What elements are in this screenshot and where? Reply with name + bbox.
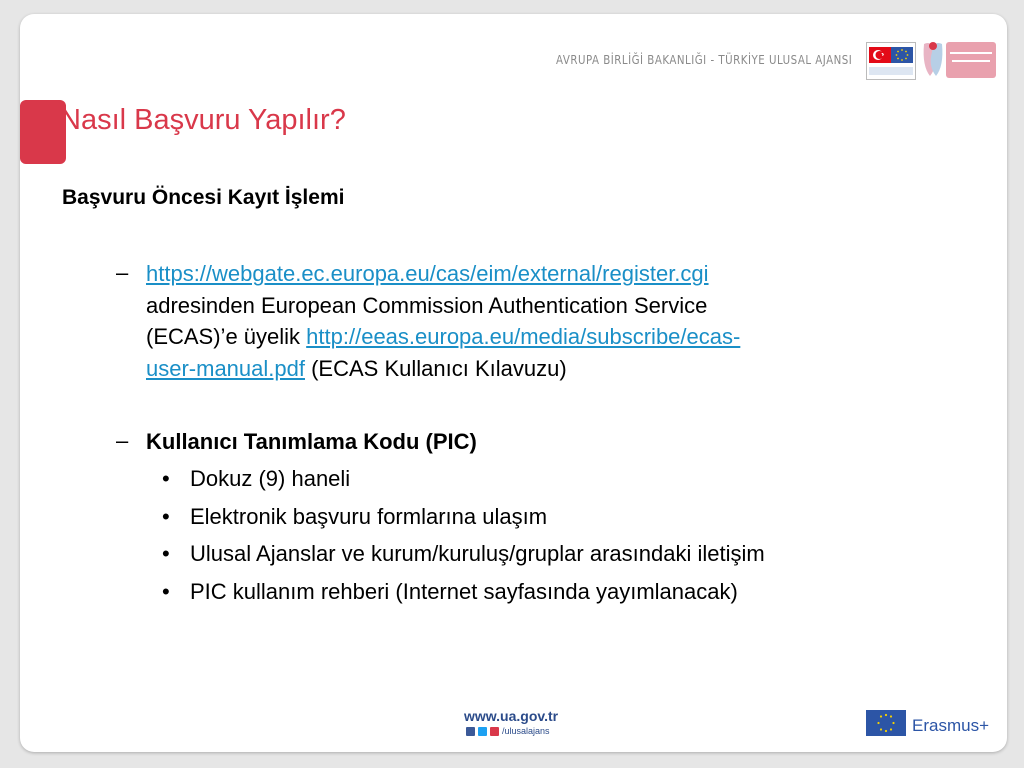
list-item-text: PIC kullanım rehberi (Internet sayfasında yayımlanacak): [190, 578, 738, 604]
dash-marker: –: [116, 260, 129, 285]
twitter-icon[interactable]: [478, 727, 487, 736]
ecas-manual-link[interactable]: http://eeas.europa.eu/media/subscribe/ecas-: [306, 324, 741, 349]
bullet-icon: •: [162, 503, 170, 529]
website-link[interactable]: www.ua.gov.tr: [464, 708, 559, 724]
bullet-icon: •: [162, 541, 170, 566]
ecas-register-link[interactable]: https://webgate.ec.europa.eu/cas/eim/external/register.cgi: [146, 261, 709, 286]
bullet-icon: •: [162, 578, 170, 604]
list-item-text: Elektronik başvuru formlarına ulaşım: [190, 503, 548, 529]
list-item-text: Dokuz (9) haneli: [190, 466, 351, 491]
turkey-eu-flags-logo: [866, 42, 916, 80]
national-agency-logo: [920, 38, 998, 80]
list-item-text: Ulusal Ajanslar ve kurum/kuruluş/gruplar arasındaki iletişim: [190, 541, 765, 566]
agency-name: AVRUPA BİRLİĞİ BAKANLIĞI - TÜRKİYE ULUSAL AJANSI: [556, 52, 853, 67]
eu-flag-icon: [866, 710, 906, 736]
item1-text-line: (ECAS)’e üyelik: [146, 324, 301, 349]
erasmus-logo-text: Erasmus+: [912, 716, 989, 735]
pic-heading: Kullanıcı Tanımlama Kodu (PIC): [146, 429, 477, 454]
item1-text-line: adresinden European Commission Authentication Service: [146, 292, 708, 318]
section-subtitle: Başvuru Öncesi Kayıt İşlemi: [62, 186, 345, 209]
facebook-icon[interactable]: [466, 727, 475, 736]
page-title: Nasıl Başvuru Yapılır?: [60, 104, 346, 136]
ecas-manual-link-cont[interactable]: user-manual.pdf: [146, 355, 305, 381]
ecas-registration-item: [146, 258, 926, 384]
item1-text-line: (ECAS Kullanıcı Kılavuzu): [311, 355, 567, 381]
social-handle-text: /ulusalajans: [502, 726, 550, 736]
bullet-icon: •: [162, 466, 170, 491]
dash-marker: –: [116, 428, 129, 453]
social-handles: [466, 726, 550, 736]
youtube-icon[interactable]: [490, 727, 499, 736]
